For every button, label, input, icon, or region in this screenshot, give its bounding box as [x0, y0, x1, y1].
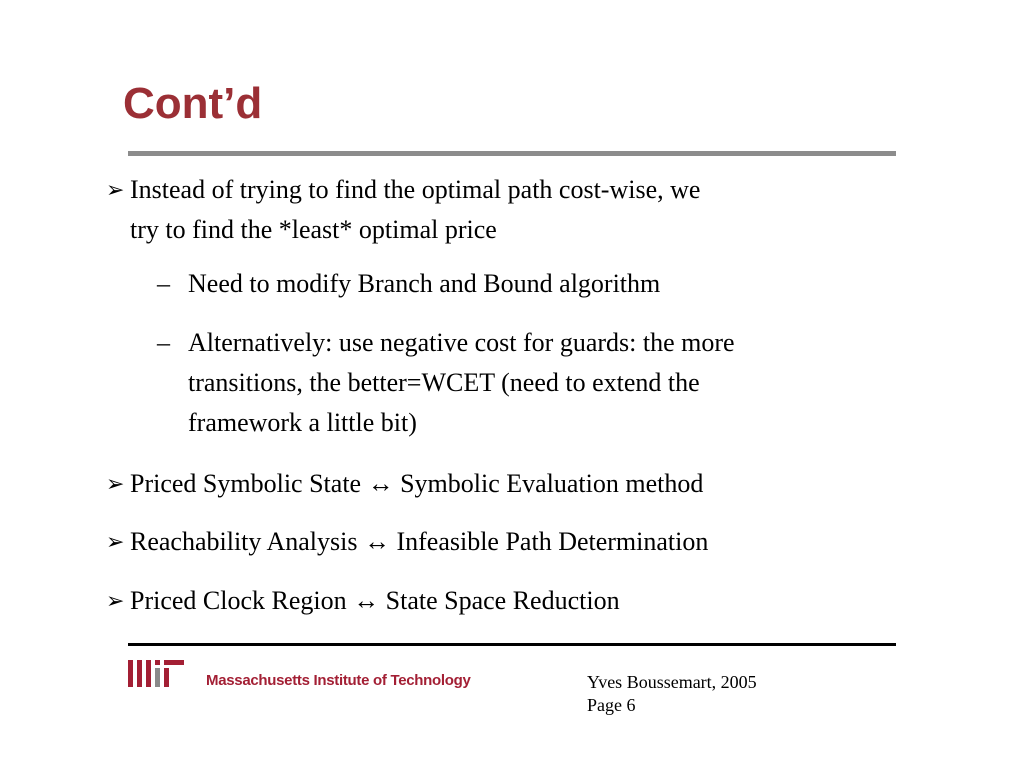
- institution-name: Massachusetts Institute of Technology: [206, 672, 471, 689]
- bullet-item-2: [106, 464, 866, 504]
- dash-marker: –: [157, 328, 170, 357]
- arrow-bullet-icon: ➢: [106, 177, 125, 202]
- arrow-bullet-icon: ➢: [106, 471, 125, 496]
- slide-title: Cont’d: [123, 79, 263, 128]
- bullet-line-2: Priced Symbolic State ↔ Symbolic Evaluation method: [130, 469, 704, 498]
- bullet-line-1b: try to find the *least* optimal price: [130, 215, 497, 244]
- bullet-item-4: [106, 581, 866, 621]
- bullet-line-1a: Instead of trying to find the optimal path cost-wise, we: [130, 175, 701, 204]
- dash-marker: –: [157, 269, 170, 298]
- subitem-1: [157, 264, 887, 304]
- arrow-bullet-icon: ➢: [106, 529, 125, 554]
- subitem-line-1a: Need to modify Branch and Bound algorithm: [188, 269, 661, 298]
- page-number: Page 6: [587, 695, 636, 715]
- footer-divider: [128, 643, 896, 646]
- footer-info: [587, 671, 757, 717]
- subitem-line-2a: Alternatively: use negative cost for guards: the more: [188, 328, 735, 357]
- bullet-item-1: [106, 170, 866, 250]
- subitem-line-2b: transitions, the better=WCET (need to extend the: [188, 368, 700, 397]
- bullet-line-4: Priced Clock Region ↔ State Space Reduction: [130, 586, 620, 615]
- mit-logo-icon: [128, 660, 188, 688]
- title-divider: [128, 151, 896, 156]
- subitem-2: [157, 323, 887, 443]
- author-year: Yves Boussemart, 2005: [587, 672, 757, 692]
- bullet-line-3: Reachability Analysis ↔ Infeasible Path Determination: [130, 527, 709, 556]
- subitem-line-2c: framework a little bit): [188, 408, 417, 437]
- bullet-item-3: [106, 522, 866, 562]
- arrow-bullet-icon: ➢: [106, 588, 125, 613]
